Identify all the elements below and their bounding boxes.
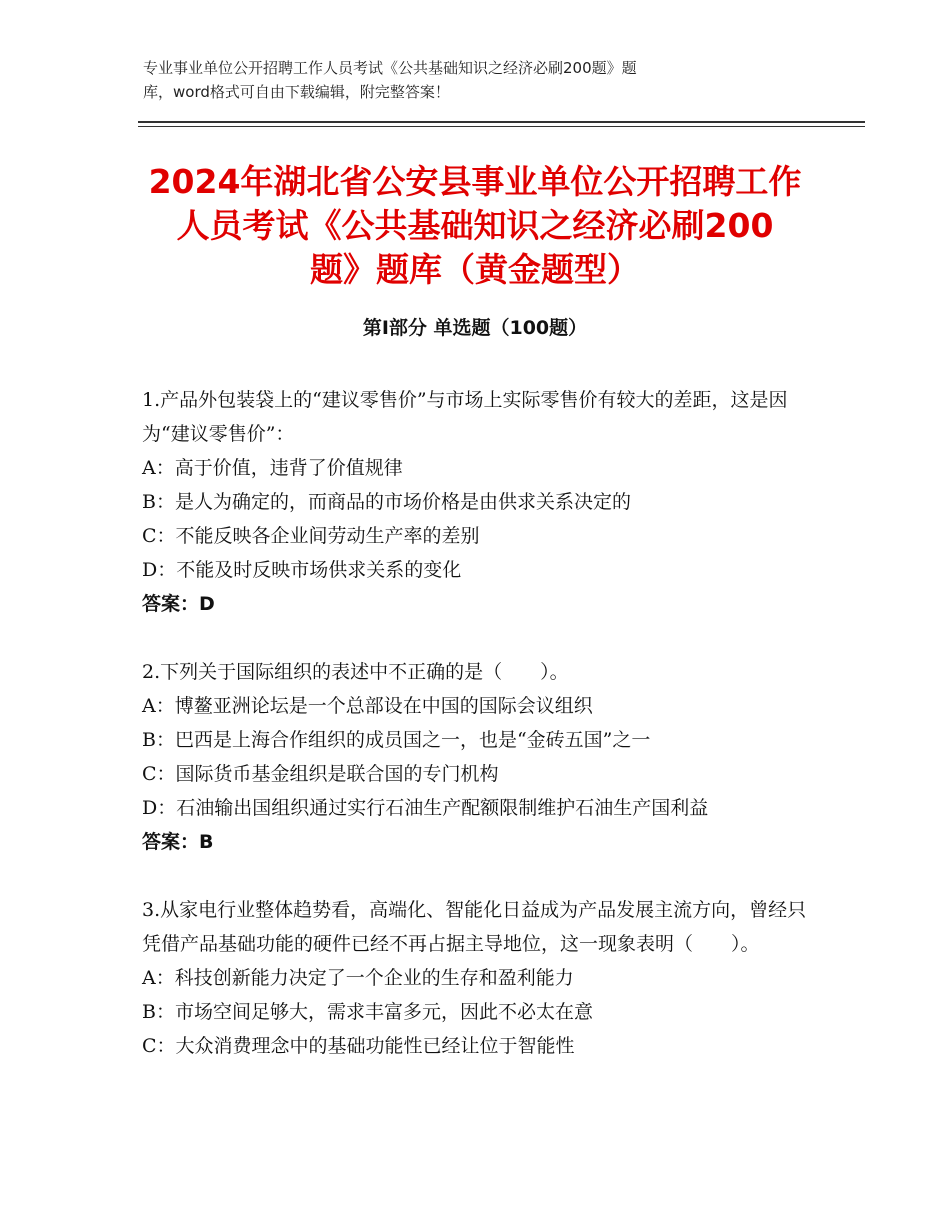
option-c: C：大众消费理念中的基础功能性已经让位于智能性 (142, 1035, 575, 1057)
option-d: D：石油输出国组织通过实行石油生产配额限制维护石油生产国利益 (142, 797, 709, 819)
answer: 答案：B (142, 831, 214, 853)
option-a: A：博鳌亚洲论坛是一个总部设在中国的国际会议组织 (142, 695, 593, 717)
title-line-2: 人员考试《公共基础知识之经济必刷200 (176, 206, 774, 245)
option-c: C：不能反映各企业间劳动生产率的差别 (142, 525, 480, 547)
option-c: C：国际货币基金组织是联合国的专门机构 (142, 763, 499, 785)
question-stem: 1.产品外包装袋上的“建议零售价”与市场上实际零售价有较大的差距，这是因为“建议零售价”： (142, 389, 788, 445)
title-line-3: 题》题库（黄金题型） (310, 250, 640, 289)
header-note (143, 56, 823, 104)
option-b: B：市场空间足够大，需求丰富多元，因此不必太在意 (142, 1001, 593, 1023)
question-2 (142, 655, 812, 859)
option-a: A：科技创新能力决定了一个企业的生存和盈利能力 (142, 967, 574, 989)
title-line-1: 2024年湖北省公安县事业单位公开招聘工作 (148, 162, 802, 201)
answer: 答案：D (142, 593, 215, 615)
question-stem: 2.下列关于国际组织的表述中不正确的是（ ）。 (142, 661, 569, 683)
document-title (130, 160, 820, 292)
header-note-line-1: 专业事业单位公开招聘工作人员考试《公共基础知识之经济必刷200题》题 (143, 59, 637, 77)
section-title: 第Ⅰ部分 单选题（100题） (362, 317, 588, 339)
option-d: D：不能及时反映市场供求关系的变化 (142, 559, 462, 581)
question-list (142, 383, 812, 1097)
option-b: B：是人为确定的，而商品的市场价格是由供求关系决定的 (142, 491, 631, 513)
header-divider (138, 121, 865, 127)
header-note-line-2: 库，word格式可自由下载编辑，附完整答案！ (143, 83, 450, 101)
question-1 (142, 383, 812, 621)
option-b: B：巴西是上海合作组织的成员国之一，也是“金砖五国”之一 (142, 729, 651, 751)
question-3 (142, 893, 812, 1063)
option-a: A：高于价值，违背了价值规律 (142, 457, 403, 479)
question-stem: 3.从家电行业整体趋势看，高端化、智能化日益成为产品发展主流方向，曾经只凭借产品基础功能的硬件已经不再占据主导地位，这一现象表明（ ）。 (142, 899, 807, 955)
